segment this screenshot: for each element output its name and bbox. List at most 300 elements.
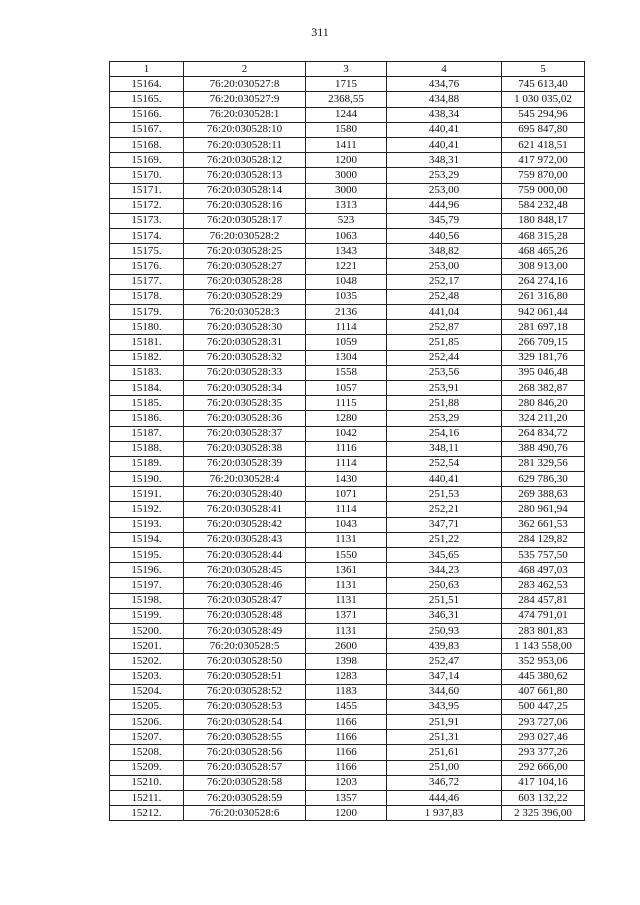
row-number-cell: 15191. [110, 487, 184, 502]
table-row [110, 608, 585, 623]
cadastral-number-cell: 76:20:030528:34 [184, 380, 306, 395]
rate-cell: 348,31 [387, 153, 502, 168]
value-cell: 417 972,00 [502, 153, 585, 168]
value-cell: 1 143 558,00 [502, 639, 585, 654]
value-cell: 268 382,87 [502, 380, 585, 395]
row-number-cell: 15171. [110, 183, 184, 198]
value-cell: 759 870,00 [502, 168, 585, 183]
rate-cell: 441,04 [387, 305, 502, 320]
value-cell: 293 727,06 [502, 715, 585, 730]
column-header-1: 1 [110, 62, 184, 77]
cadastral-number-cell: 76:20:030528:35 [184, 396, 306, 411]
table-row [110, 593, 585, 608]
column-header-3: 3 [306, 62, 387, 77]
value-cell: 500 447,25 [502, 699, 585, 714]
value-cell: 584 232,48 [502, 198, 585, 213]
row-number-cell: 15211. [110, 791, 184, 806]
cadastral-number-cell: 76:20:030528:33 [184, 365, 306, 380]
cadastral-number-cell: 76:20:030528:32 [184, 350, 306, 365]
cadastral-number-cell: 76:20:030528:58 [184, 775, 306, 790]
value-cell: 283 462,53 [502, 578, 585, 593]
rate-cell: 251,00 [387, 760, 502, 775]
cadastral-number-cell: 76:20:030527:8 [184, 77, 306, 92]
rate-cell: 348,82 [387, 244, 502, 259]
rate-cell: 440,41 [387, 137, 502, 152]
area-cell: 1357 [306, 791, 387, 806]
value-cell: 324 211,20 [502, 411, 585, 426]
row-number-cell: 15205. [110, 699, 184, 714]
area-cell: 3000 [306, 183, 387, 198]
row-number-cell: 15199. [110, 608, 184, 623]
area-cell: 1221 [306, 259, 387, 274]
row-number-cell: 15167. [110, 122, 184, 137]
area-cell: 1063 [306, 229, 387, 244]
rate-cell: 254,16 [387, 426, 502, 441]
rate-cell: 251,53 [387, 487, 502, 502]
table-row [110, 411, 585, 426]
table-row [110, 487, 585, 502]
area-cell: 1558 [306, 365, 387, 380]
value-cell: 281 329,56 [502, 456, 585, 471]
header-row [110, 62, 585, 77]
row-number-cell: 15190. [110, 472, 184, 487]
table-row [110, 806, 585, 821]
cadastral-number-cell: 76:20:030528:45 [184, 563, 306, 578]
area-cell: 1114 [306, 456, 387, 471]
value-cell: 445 380,62 [502, 669, 585, 684]
table-row [110, 122, 585, 137]
registry-table [109, 61, 585, 821]
value-cell: 535 757,50 [502, 548, 585, 563]
row-number-cell: 15204. [110, 684, 184, 699]
row-number-cell: 15196. [110, 563, 184, 578]
cadastral-number-cell: 76:20:030528:6 [184, 806, 306, 821]
cadastral-number-cell: 76:20:030528:38 [184, 441, 306, 456]
value-cell: 942 061,44 [502, 305, 585, 320]
area-cell: 1580 [306, 122, 387, 137]
value-cell: 329 181,76 [502, 350, 585, 365]
table-row [110, 289, 585, 304]
value-cell: 388 490,76 [502, 441, 585, 456]
rate-cell: 251,88 [387, 396, 502, 411]
area-cell: 2136 [306, 305, 387, 320]
cadastral-number-cell: 76:20:030528:49 [184, 623, 306, 638]
area-cell: 1043 [306, 517, 387, 532]
cadastral-number-cell: 76:20:030528:51 [184, 669, 306, 684]
area-cell: 1304 [306, 350, 387, 365]
area-cell: 2600 [306, 639, 387, 654]
rate-cell: 253,91 [387, 380, 502, 395]
row-number-cell: 15209. [110, 760, 184, 775]
area-cell: 1057 [306, 380, 387, 395]
area-cell: 1200 [306, 153, 387, 168]
rate-cell: 345,79 [387, 213, 502, 228]
cadastral-number-cell: 76:20:030528:10 [184, 122, 306, 137]
cadastral-number-cell: 76:20:030528:25 [184, 244, 306, 259]
cadastral-number-cell: 76:20:030528:36 [184, 411, 306, 426]
table-row [110, 730, 585, 745]
rate-cell: 1 937,83 [387, 806, 502, 821]
rate-cell: 251,61 [387, 745, 502, 760]
row-number-cell: 15173. [110, 213, 184, 228]
value-cell: 352 953,06 [502, 654, 585, 669]
area-cell: 1455 [306, 699, 387, 714]
value-cell: 261 316,80 [502, 289, 585, 304]
cadastral-number-cell: 76:20:030528:17 [184, 213, 306, 228]
rate-cell: 438,34 [387, 107, 502, 122]
value-cell: 284 457,81 [502, 593, 585, 608]
table-row [110, 153, 585, 168]
rate-cell: 253,00 [387, 259, 502, 274]
area-cell: 1114 [306, 502, 387, 517]
area-cell: 1114 [306, 320, 387, 335]
rate-cell: 444,46 [387, 791, 502, 806]
rate-cell: 346,72 [387, 775, 502, 790]
rate-cell: 251,22 [387, 532, 502, 547]
value-cell: 281 697,18 [502, 320, 585, 335]
value-cell: 269 388,63 [502, 487, 585, 502]
cadastral-number-cell: 76:20:030528:30 [184, 320, 306, 335]
table-row [110, 198, 585, 213]
value-cell: 621 418,51 [502, 137, 585, 152]
area-cell: 1166 [306, 715, 387, 730]
row-number-cell: 15174. [110, 229, 184, 244]
row-number-cell: 15202. [110, 654, 184, 669]
rate-cell: 348,11 [387, 441, 502, 456]
table-row [110, 274, 585, 289]
row-number-cell: 15187. [110, 426, 184, 441]
table-row [110, 305, 585, 320]
table-row [110, 502, 585, 517]
value-cell: 280 846,20 [502, 396, 585, 411]
cadastral-number-cell: 76:20:030528:16 [184, 198, 306, 213]
row-number-cell: 15169. [110, 153, 184, 168]
table-row [110, 335, 585, 350]
table-row [110, 791, 585, 806]
area-cell: 1048 [306, 274, 387, 289]
row-number-cell: 15164. [110, 77, 184, 92]
row-number-cell: 15195. [110, 548, 184, 563]
area-cell: 1430 [306, 472, 387, 487]
row-number-cell: 15180. [110, 320, 184, 335]
area-cell: 1116 [306, 441, 387, 456]
area-cell: 1071 [306, 487, 387, 502]
area-cell: 1131 [306, 578, 387, 593]
cadastral-number-cell: 76:20:030528:53 [184, 699, 306, 714]
row-number-cell: 15170. [110, 168, 184, 183]
cadastral-number-cell: 76:20:030528:5 [184, 639, 306, 654]
table-row [110, 760, 585, 775]
value-cell: 264 274,16 [502, 274, 585, 289]
area-cell: 3000 [306, 168, 387, 183]
value-cell: 695 847,80 [502, 122, 585, 137]
cadastral-number-cell: 76:20:030528:46 [184, 578, 306, 593]
table-header [110, 62, 585, 77]
table-row [110, 578, 585, 593]
cadastral-number-cell: 76:20:030528:44 [184, 548, 306, 563]
row-number-cell: 15197. [110, 578, 184, 593]
cadastral-number-cell: 76:20:030528:55 [184, 730, 306, 745]
rate-cell: 251,31 [387, 730, 502, 745]
table-row [110, 699, 585, 714]
table-row [110, 320, 585, 335]
row-number-cell: 15177. [110, 274, 184, 289]
column-header-2: 2 [184, 62, 306, 77]
row-number-cell: 15203. [110, 669, 184, 684]
table-row [110, 213, 585, 228]
rate-cell: 344,23 [387, 563, 502, 578]
table-row [110, 472, 585, 487]
area-cell: 2368,55 [306, 92, 387, 107]
area-cell: 1042 [306, 426, 387, 441]
value-cell: 180 848,17 [502, 213, 585, 228]
cadastral-number-cell: 76:20:030528:2 [184, 229, 306, 244]
rate-cell: 344,60 [387, 684, 502, 699]
cadastral-number-cell: 76:20:030528:39 [184, 456, 306, 471]
area-cell: 1280 [306, 411, 387, 426]
area-cell: 1715 [306, 77, 387, 92]
area-cell: 1131 [306, 623, 387, 638]
cadastral-number-cell: 76:20:030528:11 [184, 137, 306, 152]
row-number-cell: 15172. [110, 198, 184, 213]
area-cell: 1343 [306, 244, 387, 259]
cadastral-number-cell: 76:20:030528:37 [184, 426, 306, 441]
area-cell: 1411 [306, 137, 387, 152]
rate-cell: 440,56 [387, 229, 502, 244]
cadastral-number-cell: 76:20:030528:52 [184, 684, 306, 699]
rate-cell: 347,14 [387, 669, 502, 684]
table-row [110, 563, 585, 578]
row-number-cell: 15210. [110, 775, 184, 790]
row-number-cell: 15175. [110, 244, 184, 259]
column-header-4: 4 [387, 62, 502, 77]
table-row [110, 380, 585, 395]
cadastral-number-cell: 76:20:030528:31 [184, 335, 306, 350]
value-cell: 545 294,96 [502, 107, 585, 122]
row-number-cell: 15182. [110, 350, 184, 365]
area-cell: 1131 [306, 593, 387, 608]
rate-cell: 252,48 [387, 289, 502, 304]
cadastral-number-cell: 76:20:030528:28 [184, 274, 306, 289]
area-cell: 1183 [306, 684, 387, 699]
area-cell: 1166 [306, 760, 387, 775]
rate-cell: 252,44 [387, 350, 502, 365]
table-row [110, 365, 585, 380]
value-cell: 293 027,46 [502, 730, 585, 745]
table-row [110, 684, 585, 699]
value-cell: 629 786,30 [502, 472, 585, 487]
rate-cell: 251,91 [387, 715, 502, 730]
cadastral-number-cell: 76:20:030528:13 [184, 168, 306, 183]
area-cell: 1550 [306, 548, 387, 563]
value-cell: 745 613,40 [502, 77, 585, 92]
page-number: 311 [311, 25, 329, 39]
table-row [110, 259, 585, 274]
cadastral-number-cell: 76:20:030528:4 [184, 472, 306, 487]
table-row [110, 229, 585, 244]
rate-cell: 253,00 [387, 183, 502, 198]
rate-cell: 251,85 [387, 335, 502, 350]
table-row [110, 92, 585, 107]
value-cell: 284 129,82 [502, 532, 585, 547]
value-cell: 417 104,16 [502, 775, 585, 790]
table-row [110, 441, 585, 456]
cadastral-number-cell: 76:20:030528:29 [184, 289, 306, 304]
rate-cell: 252,21 [387, 502, 502, 517]
cadastral-number-cell: 76:20:030528:27 [184, 259, 306, 274]
value-cell: 266 709,15 [502, 335, 585, 350]
table-row [110, 107, 585, 122]
table-row [110, 426, 585, 441]
table-row [110, 775, 585, 790]
cadastral-number-cell: 76:20:030528:1 [184, 107, 306, 122]
area-cell: 1244 [306, 107, 387, 122]
table-row [110, 517, 585, 532]
rate-cell: 252,87 [387, 320, 502, 335]
cadastral-number-cell: 76:20:030528:3 [184, 305, 306, 320]
row-number-cell: 15198. [110, 593, 184, 608]
rate-cell: 252,47 [387, 654, 502, 669]
value-cell: 2 325 396,00 [502, 806, 585, 821]
row-number-cell: 15212. [110, 806, 184, 821]
table-row [110, 183, 585, 198]
rate-cell: 251,51 [387, 593, 502, 608]
area-cell: 1115 [306, 396, 387, 411]
rate-cell: 250,63 [387, 578, 502, 593]
value-cell: 468 465,26 [502, 244, 585, 259]
value-cell: 468 497,03 [502, 563, 585, 578]
table-row [110, 715, 585, 730]
area-cell: 523 [306, 213, 387, 228]
cadastral-number-cell: 76:20:030528:12 [184, 153, 306, 168]
value-cell: 603 132,22 [502, 791, 585, 806]
rate-cell: 252,17 [387, 274, 502, 289]
table-row [110, 396, 585, 411]
value-cell: 292 666,00 [502, 760, 585, 775]
area-cell: 1059 [306, 335, 387, 350]
row-number-cell: 15186. [110, 411, 184, 426]
cadastral-number-cell: 76:20:030527:9 [184, 92, 306, 107]
rate-cell: 440,41 [387, 122, 502, 137]
value-cell: 407 661,80 [502, 684, 585, 699]
area-cell: 1166 [306, 730, 387, 745]
value-cell: 362 661,53 [502, 517, 585, 532]
table-row [110, 244, 585, 259]
table-body [110, 77, 585, 821]
value-cell: 395 046,48 [502, 365, 585, 380]
row-number-cell: 15200. [110, 623, 184, 638]
table-row [110, 745, 585, 760]
rate-cell: 250,93 [387, 623, 502, 638]
row-number-cell: 15185. [110, 396, 184, 411]
area-cell: 1313 [306, 198, 387, 213]
row-number-cell: 15188. [110, 441, 184, 456]
table-row [110, 532, 585, 547]
table-row [110, 137, 585, 152]
rate-cell: 252,54 [387, 456, 502, 471]
rate-cell: 346,31 [387, 608, 502, 623]
rate-cell: 444,96 [387, 198, 502, 213]
rate-cell: 440,41 [387, 472, 502, 487]
row-number-cell: 15176. [110, 259, 184, 274]
cadastral-number-cell: 76:20:030528:40 [184, 487, 306, 502]
value-cell: 280 961,94 [502, 502, 585, 517]
value-cell: 293 377,26 [502, 745, 585, 760]
row-number-cell: 15166. [110, 107, 184, 122]
area-cell: 1200 [306, 806, 387, 821]
row-number-cell: 15181. [110, 335, 184, 350]
value-cell: 759 000,00 [502, 183, 585, 198]
cadastral-number-cell: 76:20:030528:57 [184, 760, 306, 775]
row-number-cell: 15193. [110, 517, 184, 532]
rate-cell: 434,76 [387, 77, 502, 92]
row-number-cell: 15208. [110, 745, 184, 760]
cadastral-number-cell: 76:20:030528:41 [184, 502, 306, 517]
area-cell: 1398 [306, 654, 387, 669]
table-row [110, 654, 585, 669]
rate-cell: 345,65 [387, 548, 502, 563]
value-cell: 1 030 035,02 [502, 92, 585, 107]
table-row [110, 456, 585, 471]
area-cell: 1166 [306, 745, 387, 760]
rate-cell: 253,29 [387, 168, 502, 183]
table-row [110, 548, 585, 563]
row-number-cell: 15183. [110, 365, 184, 380]
cadastral-number-cell: 76:20:030528:43 [184, 532, 306, 547]
value-cell: 308 913,00 [502, 259, 585, 274]
area-cell: 1371 [306, 608, 387, 623]
row-number-cell: 15168. [110, 137, 184, 152]
value-cell: 264 834,72 [502, 426, 585, 441]
row-number-cell: 15184. [110, 380, 184, 395]
cadastral-number-cell: 76:20:030528:59 [184, 791, 306, 806]
rate-cell: 434,88 [387, 92, 502, 107]
area-cell: 1131 [306, 532, 387, 547]
cadastral-number-cell: 76:20:030528:48 [184, 608, 306, 623]
cadastral-number-cell: 76:20:030528:56 [184, 745, 306, 760]
row-number-cell: 15207. [110, 730, 184, 745]
area-cell: 1283 [306, 669, 387, 684]
value-cell: 474 791,01 [502, 608, 585, 623]
area-cell: 1035 [306, 289, 387, 304]
row-number-cell: 15194. [110, 532, 184, 547]
row-number-cell: 15189. [110, 456, 184, 471]
value-cell: 283 801,83 [502, 623, 585, 638]
row-number-cell: 15206. [110, 715, 184, 730]
table-row [110, 669, 585, 684]
table-row [110, 639, 585, 654]
table-row [110, 77, 585, 92]
row-number-cell: 15192. [110, 502, 184, 517]
cadastral-number-cell: 76:20:030528:50 [184, 654, 306, 669]
row-number-cell: 15201. [110, 639, 184, 654]
column-header-5: 5 [502, 62, 585, 77]
row-number-cell: 15165. [110, 92, 184, 107]
area-cell: 1203 [306, 775, 387, 790]
cadastral-number-cell: 76:20:030528:14 [184, 183, 306, 198]
value-cell: 468 315,28 [502, 229, 585, 244]
rate-cell: 343,95 [387, 699, 502, 714]
rate-cell: 253,29 [387, 411, 502, 426]
area-cell: 1361 [306, 563, 387, 578]
rate-cell: 347,71 [387, 517, 502, 532]
table-row [110, 168, 585, 183]
rate-cell: 439,83 [387, 639, 502, 654]
cadastral-number-cell: 76:20:030528:47 [184, 593, 306, 608]
table-row [110, 350, 585, 365]
table-row [110, 623, 585, 638]
row-number-cell: 15179. [110, 305, 184, 320]
